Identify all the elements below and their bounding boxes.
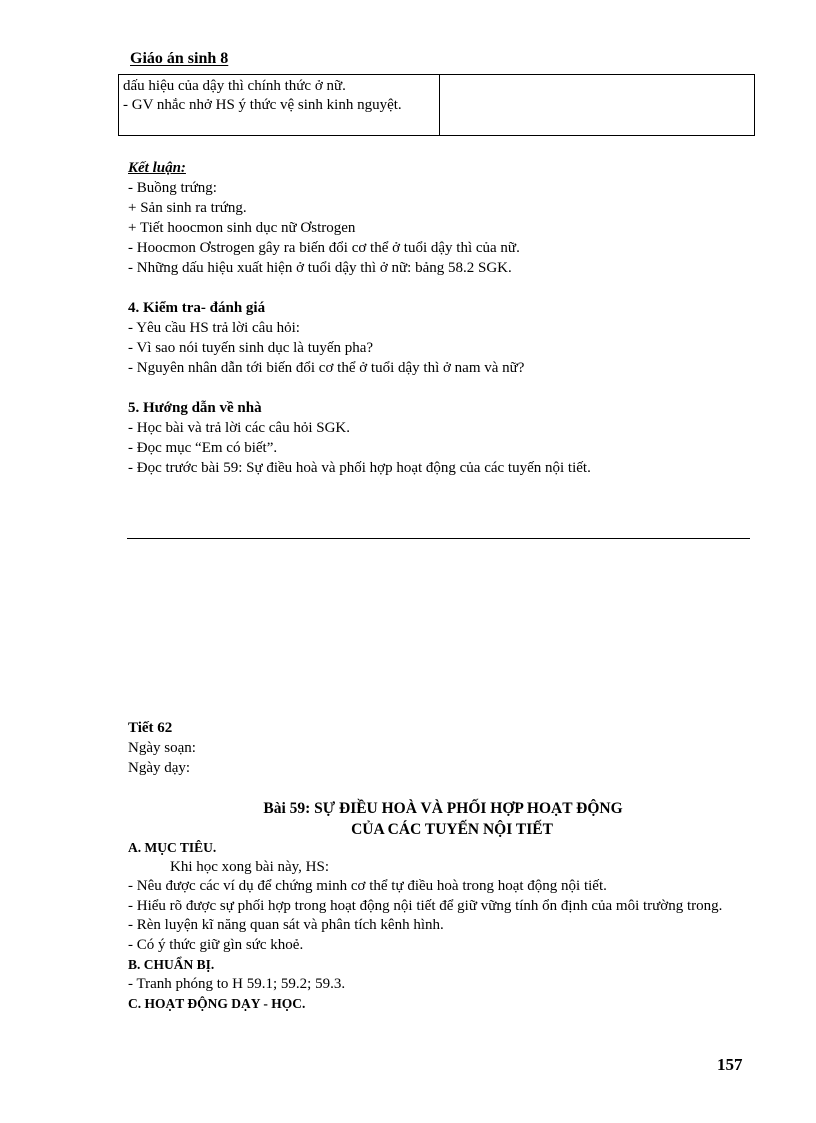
objectives-heading: A. MỤC TIÊU. (128, 840, 217, 855)
objectives-section (128, 838, 750, 1014)
activity-table (118, 74, 755, 136)
homework-line: - Đọc mục “Em có biết”. (128, 440, 278, 456)
assessment-line: - Yêu cầu HS trả lời câu hỏi: (128, 320, 300, 336)
teach-date-label: Ngày dạy: (128, 760, 191, 776)
activities-heading: C. HOẠT ĐỘNG DẠY - HỌC. (128, 996, 306, 1011)
objectives-intro: Khi học xong bài này, HS: (170, 858, 330, 875)
lesson-period: Tiết 62 (128, 720, 173, 736)
section-divider (127, 538, 750, 539)
lesson-title-line: Bài 59: SỰ ĐIỀU HOÀ VÀ PHỐI HỢP HOẠT ĐỘNG (263, 800, 623, 817)
assessment-line: - Vì sao nói tuyến sinh dục là tuyến pha? (128, 340, 374, 356)
lesson-info (128, 718, 196, 778)
assessment-line: - Nguyên nhân dẫn tới biến đổi cơ thể ở tuổi dậy thì ở nam và nữ? (128, 360, 525, 376)
preparation-item: - Tranh phóng to H 59.1; 59.2; 59.3. (128, 975, 346, 992)
homework-section (128, 398, 591, 478)
conclusion-section (128, 158, 520, 278)
table-line: dấu hiệu của dậy thì chính thức ở nữ. (123, 78, 346, 94)
conclusion-heading: Kết luận: (128, 160, 186, 176)
lesson-title (128, 798, 758, 840)
prep-date-label: Ngày soạn: (128, 740, 196, 756)
conclusion-line: - Buồng trứng: (128, 180, 217, 196)
homework-line: - Đọc trước bài 59: Sự điều hoà và phối hợp hoạt động của các tuyến nội tiết. (128, 460, 591, 476)
conclusion-line: - Hoocmon Ơstrogen gây ra biến đổi cơ thể ở tuổi dậy thì của nữ. (128, 240, 520, 256)
preparation-heading: B. CHUẨN BỊ. (128, 957, 215, 972)
assessment-heading: 4. Kiểm tra- đánh giá (128, 300, 266, 316)
homework-heading: 5. Hướng dẫn về nhà (128, 400, 262, 416)
activity-table-right-cell (440, 75, 755, 136)
conclusion-line: + Sản sinh ra trứng. (128, 200, 247, 216)
homework-line: - Học bài và trả lời các câu hỏi SGK. (128, 420, 351, 436)
objective-item: - Nêu được các ví dụ để chứng minh cơ thể tự điều hoà trong hoạt động nội tiết. (128, 878, 607, 894)
objective-item: - Rèn luyện kĩ năng quan sát và phân tích kênh hình. (128, 917, 444, 933)
activity-table-left-cell (119, 75, 440, 136)
objective-item: - Có ý thức giữ gìn sức khoẻ. (128, 936, 304, 953)
assessment-section (128, 298, 524, 378)
page-header-title: Giáo án sinh 8 (130, 50, 229, 67)
lesson-title-line: CỦA CÁC TUYẾN NỘI TIẾT (351, 821, 553, 838)
table-line: - GV nhắc nhở HS ý thức vệ sinh kinh nguyệt. (123, 97, 402, 113)
objective-item: - Hiểu rõ được sự phối hợp trong hoạt động nội tiết để giữ vững tính ổn định của môi trường trong. (128, 897, 723, 914)
page-number: 157 (717, 1055, 743, 1074)
conclusion-line: - Những dấu hiệu xuất hiện ở tuổi dậy thì ở nữ: bảng 58.2 SGK. (128, 260, 512, 276)
conclusion-line: + Tiết hoocmon sinh dục nữ Ơstrogen (128, 220, 356, 236)
